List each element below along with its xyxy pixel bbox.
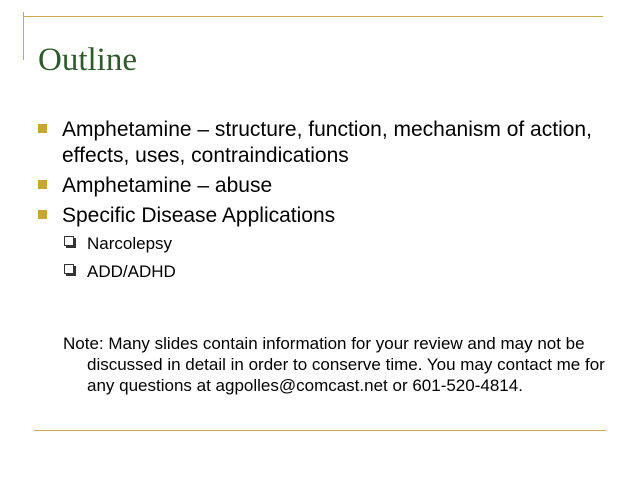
bottom-horizontal-rule <box>34 430 606 431</box>
bullet-item <box>36 117 596 169</box>
square-bullet-icon <box>38 210 47 219</box>
top-horizontal-rule <box>23 16 603 17</box>
note-text: Note: Many slides contain information for your review and may not be discussed in detail in order to conserve time. You may contact me for any questions at agpolles@comcast.net or 601-520-4814. <box>63 334 605 395</box>
sub-bullet-item <box>36 261 596 282</box>
bullet-item <box>36 173 596 199</box>
bullet-list <box>36 117 596 289</box>
square-bullet-icon <box>38 180 47 189</box>
square-bullet-icon <box>38 124 47 133</box>
box-bullet-icon <box>64 236 74 246</box>
top-vertical-rule <box>23 12 24 60</box>
bullet-text: Specific Disease Applications <box>62 204 336 227</box>
box-bullet-icon <box>64 264 74 274</box>
bullet-item <box>36 203 596 229</box>
bullet-text: Amphetamine – abuse <box>62 174 273 197</box>
slide-title: Outline <box>38 42 137 78</box>
sub-bullet-text: ADD/ADHD <box>87 262 176 281</box>
sub-bullet-item <box>36 233 596 254</box>
sub-bullet-text: Narcolepsy <box>87 234 173 253</box>
bullet-text: Amphetamine – structure, function, mechanism of action, effects, uses, contraindications <box>62 118 592 167</box>
